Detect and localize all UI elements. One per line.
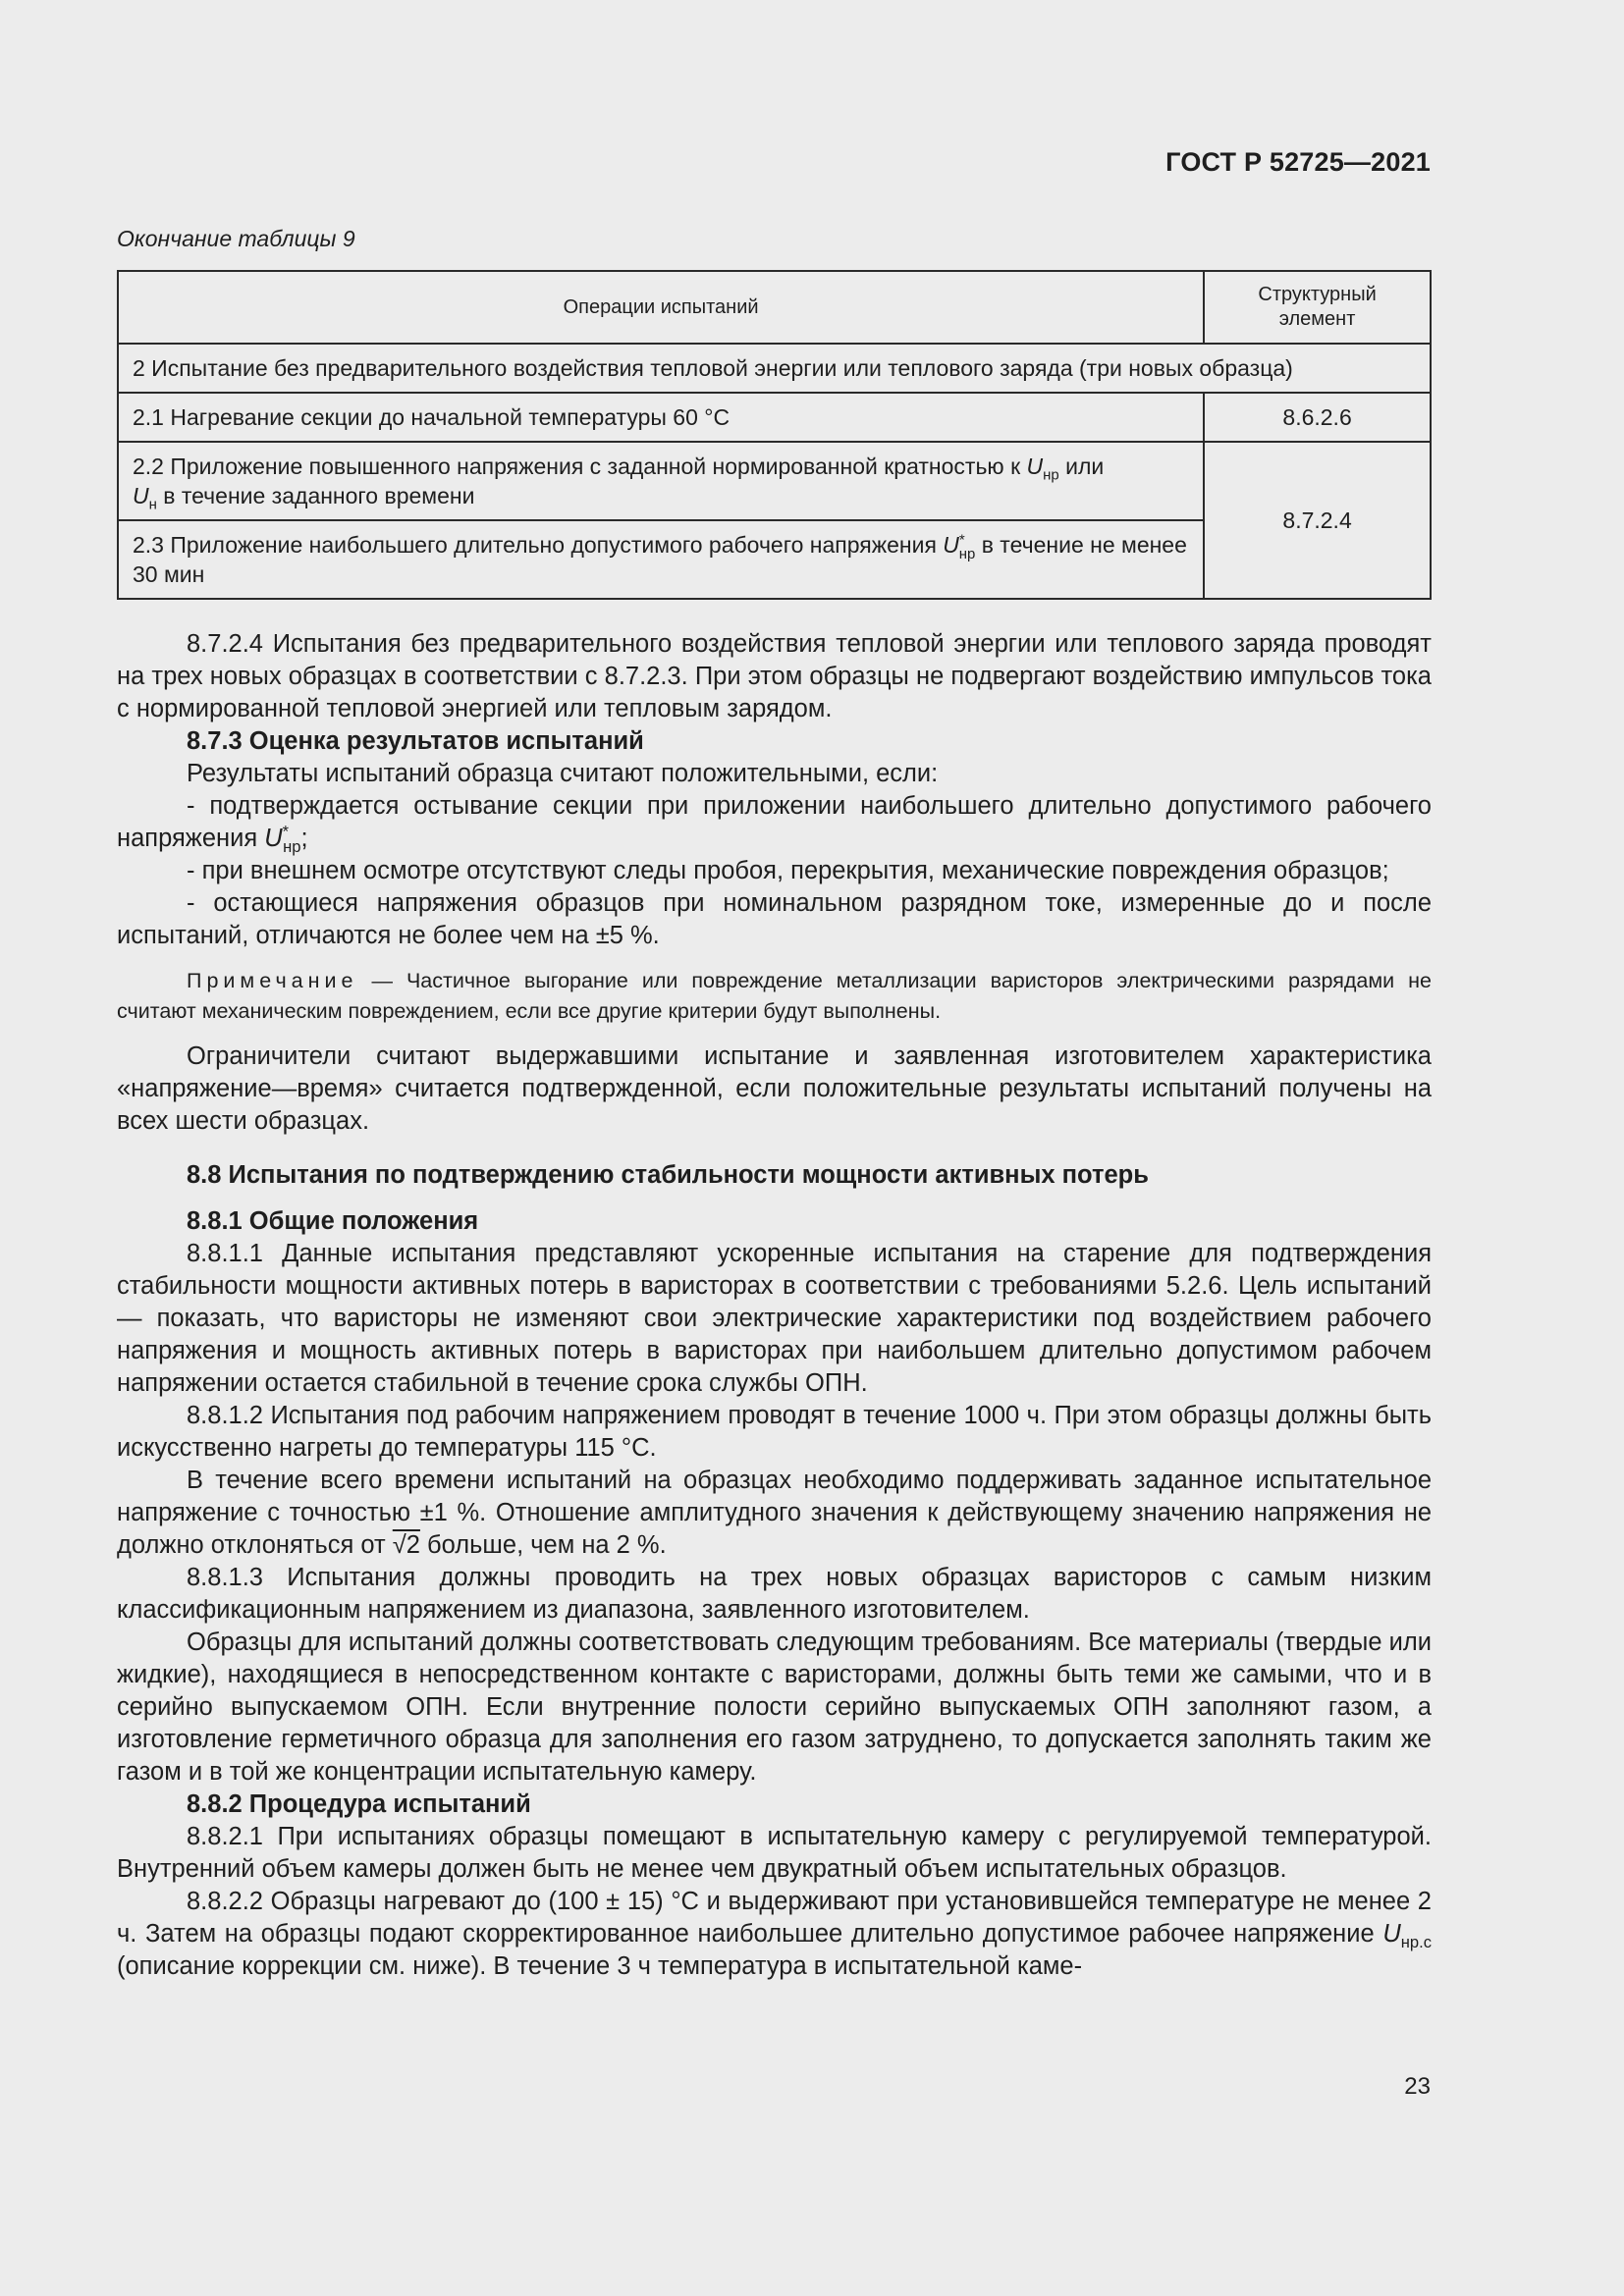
row-2-2-2-3-element: 8.7.2.4 — [1204, 442, 1431, 599]
paragraph: 8.8.2.2 Образцы нагревают до (100 ± 15) °С и выдерживают при установившейся температуре не менее 2 ч. Затем на образцы подают скорректированное наибольшее длительно допустимое рабочее напряжение $U_{нр.с}$ (описание коррекции см. ниже). В течение 3 ч температура в испытательной каме- — [117, 1888, 1432, 1980]
list-item: - остающиеся напряжения образцов при номинальном разрядном токе, измеренные до и после испытаний, отличаются не более чем на ±5 %. — [117, 889, 1432, 949]
header-element: Структурный элемент — [1204, 271, 1431, 344]
document-header: ГОСТ Р 52725—2021 — [1165, 147, 1431, 177]
paragraph: Результаты испытаний образца считают положительными, если: — [187, 760, 939, 787]
list-item: - подтверждается остывание секции при приложении наибольшего длительно допустимого рабочего напряжения $U^*_{нр}$; — [117, 792, 1432, 857]
table-header-row — [118, 271, 1431, 344]
paragraph: В течение всего времени испытаний на образцах необходимо поддерживать заданное испытательное напряжение с точностью ±1 %. Отношение амплитудного значения к действующему значению напряжения не должно отклоняться от √2 больше, чем на 2 %. — [117, 1467, 1432, 1559]
paragraph: 8.8.1.2 Испытания под рабочим напряжением проводят в течение 1000 ч. При этом образцы должны быть искусственно нагреты до температуры 115 °С. — [117, 1402, 1432, 1462]
section-heading: 8.7.3 Оценка результатов испытаний — [187, 727, 644, 755]
row-2-3-text: 2.3 Приложение наибольшего длительно допустимого рабочего напряжения $U^*_{нр}$ в течение не менее 30 мин — [118, 520, 1204, 599]
group-title: 2 Испытание без предварительного воздействия тепловой энергии или теплового заряда (три новых образца) — [118, 344, 1431, 393]
section-heading: 8.8 Испытания по подтверждению стабильности мощности активных потерь — [187, 1161, 1149, 1189]
header-operations: Операции испытаний — [118, 271, 1204, 344]
body-text — [117, 628, 1432, 1983]
row-2-1-text: 2.1 Нагревание секции до начальной температуры 60 °С — [118, 393, 1204, 442]
table-row — [118, 393, 1431, 442]
row-2-2-text: 2.2 Приложение повышенного напряжения с заданной нормированной кратностью к $U_{нр}$ или $U_н$ в течение заданного времени — [118, 442, 1204, 520]
note: Примечание — Частичное выгорание или повреждение металлизации варисторов электрическими разрядами не считают механическим повреждением, если все другие критерии будут выполнены. — [117, 969, 1432, 1023]
paragraph: 8.8.2.1 При испытаниях образцы помещают в испытательную камеру с регулируемой температурой. Внутренний объем камеры должен быть не менее чем двукратный объем испытательных образцов. — [117, 1823, 1432, 1883]
paragraph: Образцы для испытаний должны соответствовать следующим требованиям. Все материалы (твердые или жидкие), находящиеся в непосредственном контакте с варисторами, должны быть теми же самыми, что и в серийно выпускаемом ОПН. Если внутренние полости серийно выпускаемых ОПН заполняют газом, а изготовление герметичного образца для заполнения его газом затруднено, то допускается заполнять таким же газом и в той же концентрации испытательную камеру. — [117, 1629, 1432, 1786]
table-group-row — [118, 344, 1431, 393]
page-number: 23 — [1404, 2073, 1431, 2100]
paragraph: Ограничители считают выдержавшими испытание и заявленная изготовителем характеристика «напряжение—время» считается подтвержденной, если положительные результаты испытаний получены на всех шести образцах. — [117, 1042, 1432, 1135]
list-item: - при внешнем осмотре отсутствуют следы пробоя, перекрытия, механические повреждения образцов; — [187, 857, 1389, 884]
paragraph: 8.8.1.3 Испытания должны проводить на трех новых образцах варисторов с самым низким классификационным напряжением из диапазона, заявленного изготовителем. — [117, 1564, 1432, 1624]
paragraph: 8.8.1.1 Данные испытания представляют ускоренные испытания на старение для подтверждения стабильности мощности активных потерь в варисторах в соответствии с требованиями 5.2.6. Цель испытаний — показать, что варисторы не изменяют свои электрические характеристики под воздействием рабочего напряжения и мощность активных потерь в варисторах при наибольшем длительно допустимом рабочем напряжении остается стабильной в течение срока службы ОПН. — [117, 1240, 1432, 1397]
table-caption: Окончание таблицы 9 — [117, 226, 355, 251]
paragraph: 8.7.2.4 Испытания без предварительного воздействия тепловой энергии или теплового заряда проводят на трех новых образцах в соответствии с 8.7.2.3. При этом образцы не подвергают воздействию импульсов тока с нормированной тепловой энергией или тепловым зарядом. — [117, 630, 1432, 722]
section-heading: 8.8.1 Общие положения — [187, 1207, 479, 1235]
table-9 — [117, 270, 1432, 600]
section-heading: 8.8.2 Процедура испытаний — [187, 1790, 531, 1818]
row-2-1-element: 8.6.2.6 — [1204, 393, 1431, 442]
table-row — [118, 442, 1431, 520]
